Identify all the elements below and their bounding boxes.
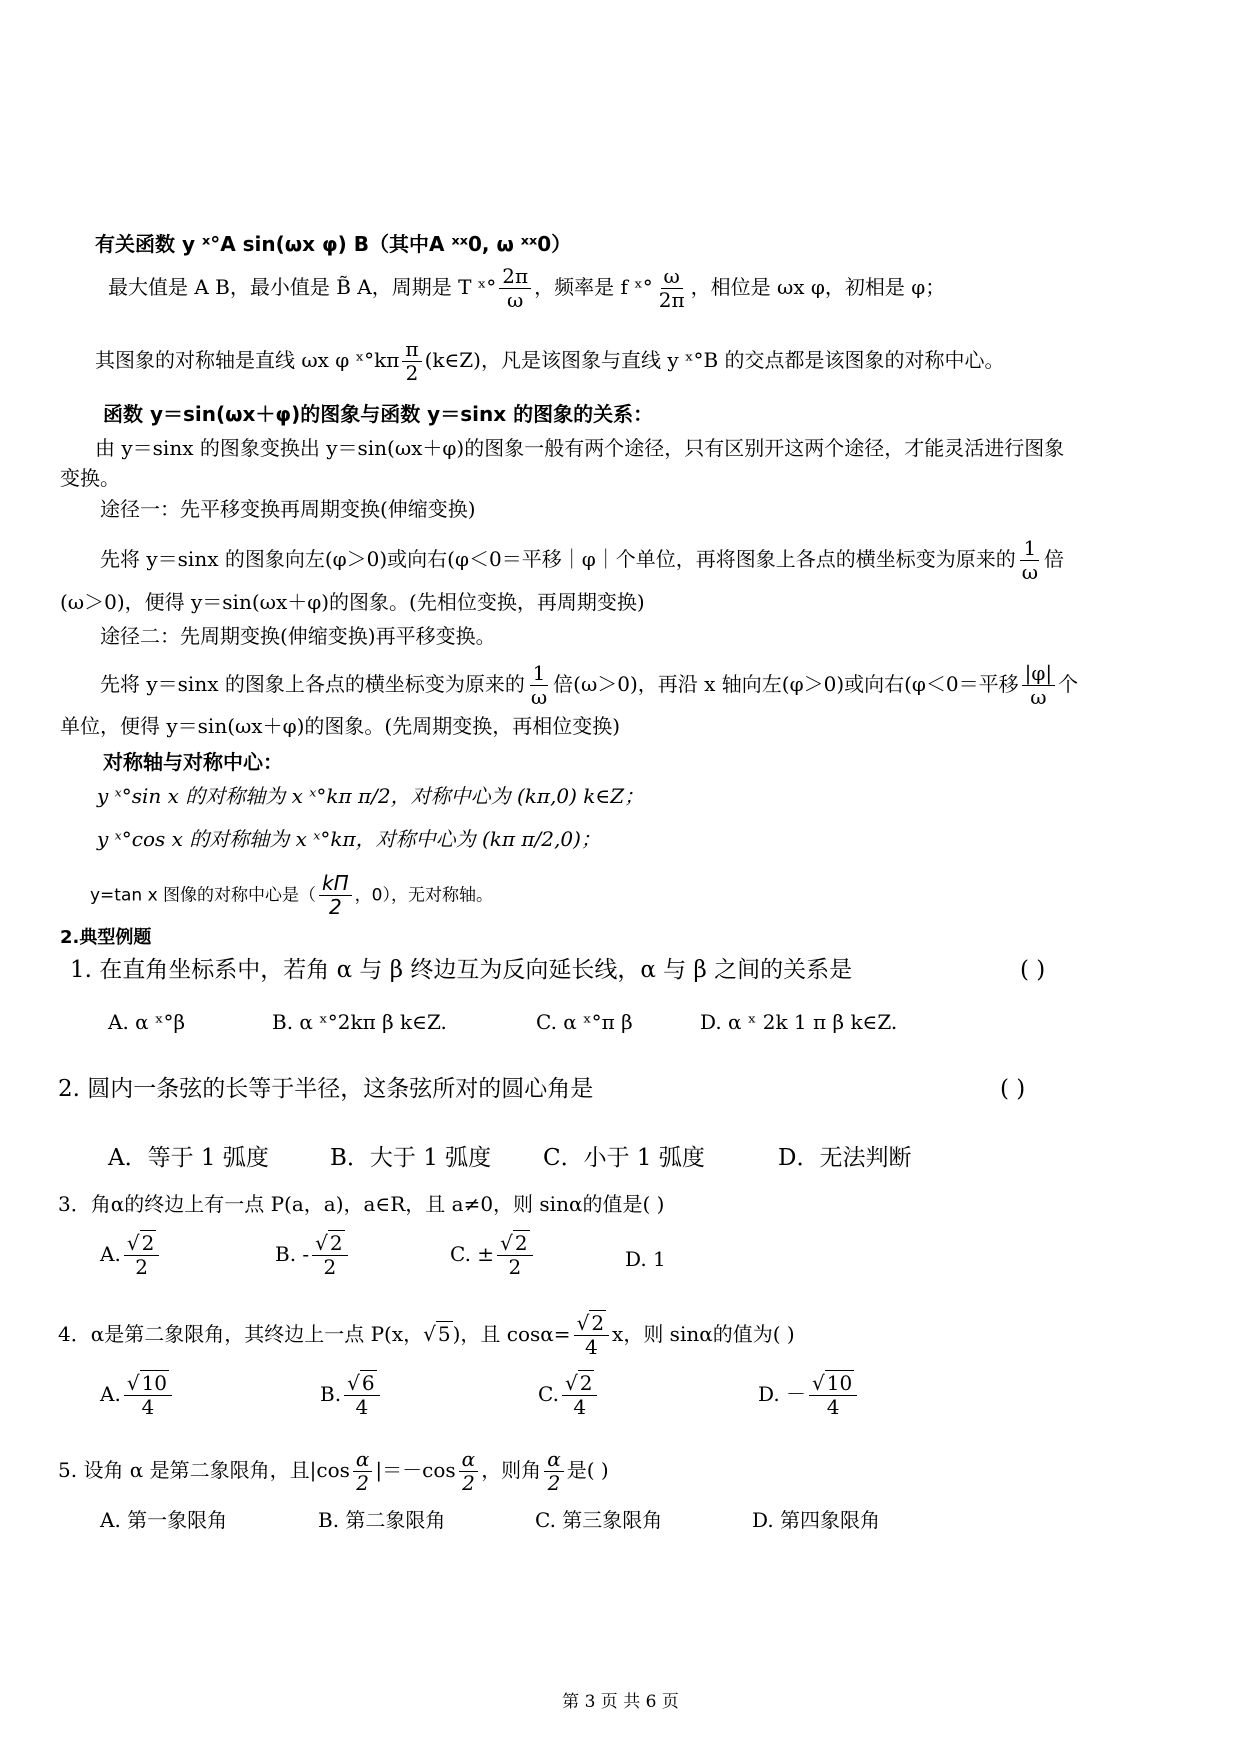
max-period-line [108, 265, 945, 312]
way2-fraction-2 [1022, 662, 1055, 709]
way2-fraction [528, 662, 550, 709]
q3-b-label: B. - [275, 1242, 310, 1266]
q2-answer-paren: ( ) [1000, 1076, 1026, 1102]
q4-d-label: D. － [758, 1382, 807, 1406]
axis-suffix: (k∈Z)，凡是该图象与直线 y ˣ°B 的交点都是该图象的对称中心。 [424, 348, 1005, 372]
q3-b-den: 2 [323, 1255, 337, 1279]
q3-a-num: √ 2 [124, 1232, 159, 1256]
period-den: ω [507, 288, 524, 312]
q3-c-label: C. ± [450, 1242, 495, 1266]
q5-option-d: D. 第四象限角 [752, 1508, 881, 1532]
way2-tail: 个 [1058, 672, 1079, 696]
way2-line-2: 单位，便得 y＝sin(ωx＋φ)的图象。(先周期变换，再相位变换) [60, 714, 620, 738]
way2-frac-den: ω [530, 685, 548, 709]
q3-a-den: 2 [135, 1255, 148, 1279]
q4-d-den: 4 [826, 1395, 840, 1419]
intro-line-1: 由 y＝sinx 的图象变换出 y＝sin(ωx＋φ)的图象一般有两个途径，只有区别开这两个途径，才能灵活进行图象 [95, 436, 1065, 460]
q3-stem: 3．角α的终边上有一点 P(a，a)，a∈R，且 a≠0，则 sinα的值是( ) [58, 1192, 665, 1216]
way1-frac-num: 1 [1020, 537, 1039, 561]
q2-option-c: C．小于 1 弧度 [543, 1145, 705, 1171]
tan-fraction [319, 872, 352, 919]
q4-a-fraction [124, 1372, 172, 1419]
axis-den: 2 [405, 361, 419, 385]
q4-c-num: √ 2 [562, 1372, 597, 1396]
q5-frac-3-num: α [544, 1448, 564, 1472]
q3-c-den: 2 [508, 1255, 522, 1279]
q2-option-d: D．无法判断 [778, 1145, 912, 1171]
q3-option-c [450, 1232, 536, 1279]
q5-frac-2-den: 2 [462, 1471, 475, 1495]
way1-line-2: (ω＞0)，便得 y＝sin(ωx＋φ)的图象。(先相位变换，再周期变换) [60, 590, 645, 614]
period-fraction [499, 265, 531, 312]
transform-heading: 函数 y＝sin(ωx＋φ)的图象与函数 y＝sinx 的图象的关系： [103, 402, 654, 426]
axis-fraction [402, 338, 421, 385]
q5-frac-2 [459, 1448, 479, 1495]
freq-fraction [656, 265, 688, 312]
tan-den: 2 [328, 895, 342, 919]
q5-frac-1 [353, 1448, 373, 1495]
intro-line-2: 变换。 [60, 466, 120, 490]
q5-frac-3 [544, 1448, 564, 1495]
q4-c-fraction [562, 1372, 597, 1419]
q5-stem-d: 是( ) [566, 1458, 609, 1482]
q4-b-num: √ 6 [344, 1372, 379, 1396]
q2-stem: 2. 圆内一条弦的长等于半径，这条弦所对的圆心角是 [58, 1076, 594, 1102]
way2-frac2-num: |φ| [1022, 662, 1055, 686]
way2-title: 途径二：先周期变换(伸缩变换)再平移变换。 [100, 624, 496, 648]
q5-option-a: A. 第一象限角 [100, 1508, 228, 1532]
max-prefix: 最大值是 A B，最小值是 B̃ A，周期是 T ˣ° [108, 275, 497, 299]
q4-stem-c: x，则 sinα的值为( ) [612, 1322, 795, 1346]
q3-b-num: √ 2 [312, 1232, 347, 1256]
q3-a-fraction [124, 1232, 159, 1279]
q2-option-a: A．等于 1 弧度 [108, 1145, 269, 1171]
tan-symmetry-line [90, 872, 493, 919]
way1-fraction [1019, 537, 1041, 584]
q1-answer-paren: ( ) [1020, 957, 1046, 983]
q4-cos-fraction [574, 1312, 609, 1359]
sin-symmetry-line: y ˣ°sin x 的对称轴为 x ˣ°kπ π/2，对称中心为 (kπ,0) k∈Z； [97, 784, 645, 808]
q3-b-fraction [312, 1232, 347, 1279]
way1-title: 途径一：先平移变换再周期变换(伸缩变换) [100, 497, 476, 521]
q4-cos-num: √ 2 [574, 1312, 609, 1336]
q4-d-num: √ 10 [809, 1372, 857, 1396]
tan-prefix: y=tan x 图像的对称中心是（ [90, 885, 317, 906]
q4-b-den: 4 [355, 1395, 369, 1419]
q4-option-d [758, 1372, 860, 1419]
q4-c-label: C. [538, 1382, 559, 1406]
q4-stem [58, 1312, 795, 1359]
q5-frac-2-num: α [459, 1448, 479, 1472]
tan-num: kΠ [319, 872, 352, 896]
freq-num: ω [661, 265, 683, 289]
q4-b-fraction [344, 1372, 379, 1419]
tan-suffix: ，0），无对称轴。 [354, 885, 493, 906]
q1-option-b: B. α ˣ°2kπ β k∈Z. [272, 1010, 447, 1034]
q5-frac-1-num: α [353, 1448, 373, 1472]
way2-text-a: 先将 y＝sinx 的图象上各点的横坐标变为原来的 [100, 672, 525, 696]
q3-c-num: √ 2 [497, 1232, 532, 1256]
freq-den: 2π [658, 288, 685, 312]
q5-option-b: B. 第二象限角 [318, 1508, 446, 1532]
page-number: 第 3 页 共 6 页 [562, 1692, 679, 1712]
q4-stem-b: )，且 cosα= [452, 1322, 571, 1346]
axis-line [95, 338, 1005, 385]
way1-line-1 [100, 537, 1064, 584]
q3-option-a [100, 1232, 162, 1279]
q4-c-den: 4 [573, 1395, 587, 1419]
period-num: 2π [499, 265, 531, 289]
q3-a-label: A. [100, 1242, 121, 1266]
formula-heading: 有关函数 y ˣ°A sin(ωx φ) B（其中A ˣˣ0, ω ˣˣ0） [95, 232, 572, 256]
q5-frac-3-den: 2 [547, 1471, 561, 1495]
q4-stem-a: 4．α是第二象限角，其终边上一点 P(x， [58, 1322, 424, 1346]
examples-heading: 2.典型例题 [60, 927, 152, 948]
way1-tail: 倍 [1044, 547, 1065, 571]
q1-option-d: D. α ˣ 2k 1 π β k∈Z. [700, 1010, 898, 1034]
symmetry-heading: 对称轴与对称中心： [103, 750, 283, 774]
q5-stem-a: 5. 设角 α 是第二象限角，且|cos [58, 1458, 350, 1482]
q1-stem: 1. 在直角坐标系中，若角 α 与 β 终边互为反向延长线，α 与 β 之间的关系是 [70, 957, 853, 983]
q3-c-fraction [497, 1232, 532, 1279]
cos-symmetry-line: y ˣ°cos x 的对称轴为 x ˣ°kπ，对称中心为 (kπ π/2,0)； [97, 827, 601, 851]
way2-frac2-den: ω [1030, 685, 1047, 709]
way2-line-1 [100, 662, 1078, 709]
q4-a-label: A. [100, 1382, 121, 1406]
freq-prefix: ，频率是 f ˣ° [534, 275, 653, 299]
q4-option-b [320, 1372, 383, 1419]
q5-stem-b: |＝－cos [375, 1458, 456, 1482]
q4-a-den: 4 [141, 1395, 155, 1419]
q4-option-a [100, 1372, 175, 1419]
q3-option-d: D. 1 [625, 1247, 666, 1271]
q4-d-fraction [809, 1372, 857, 1419]
axis-num: π [402, 338, 421, 362]
q2-option-b: B．大于 1 弧度 [330, 1145, 492, 1171]
q5-stem-c: ，则角 [481, 1458, 542, 1482]
axis-prefix: 其图象的对称轴是直线 ωx φ ˣ°kπ [95, 348, 400, 372]
way1-text: 先将 y＝sinx 的图象向左(φ＞0)或向右(φ＜0＝平移｜φ｜个单位，再将图象上各点的横坐标变为原来的 [100, 547, 1016, 571]
way2-text-b: 倍(ω＞0)，再沿 x 轴向左(φ＞0)或向右(φ＜0＝平移 [553, 672, 1019, 696]
q1-option-c: C. α ˣ°π β [536, 1010, 633, 1034]
phase-text: ，相位是 ωx φ，初相是 φ； [690, 275, 946, 299]
way1-frac-den: ω [1021, 560, 1039, 584]
way2-frac-num: 1 [530, 662, 549, 686]
q1-option-a: A. α ˣ°β [108, 1010, 186, 1034]
q4-a-num: √ 10 [124, 1372, 172, 1396]
q3-option-b [275, 1232, 351, 1279]
q5-option-c: C. 第三象限角 [535, 1508, 663, 1532]
q4-b-label: B. [320, 1382, 342, 1406]
q4-cos-den: 4 [584, 1335, 598, 1359]
q4-sqrt5: √ 5 [423, 1322, 451, 1346]
q5-stem [58, 1448, 609, 1495]
q4-option-c [538, 1372, 600, 1419]
q5-frac-1-den: 2 [356, 1471, 370, 1495]
